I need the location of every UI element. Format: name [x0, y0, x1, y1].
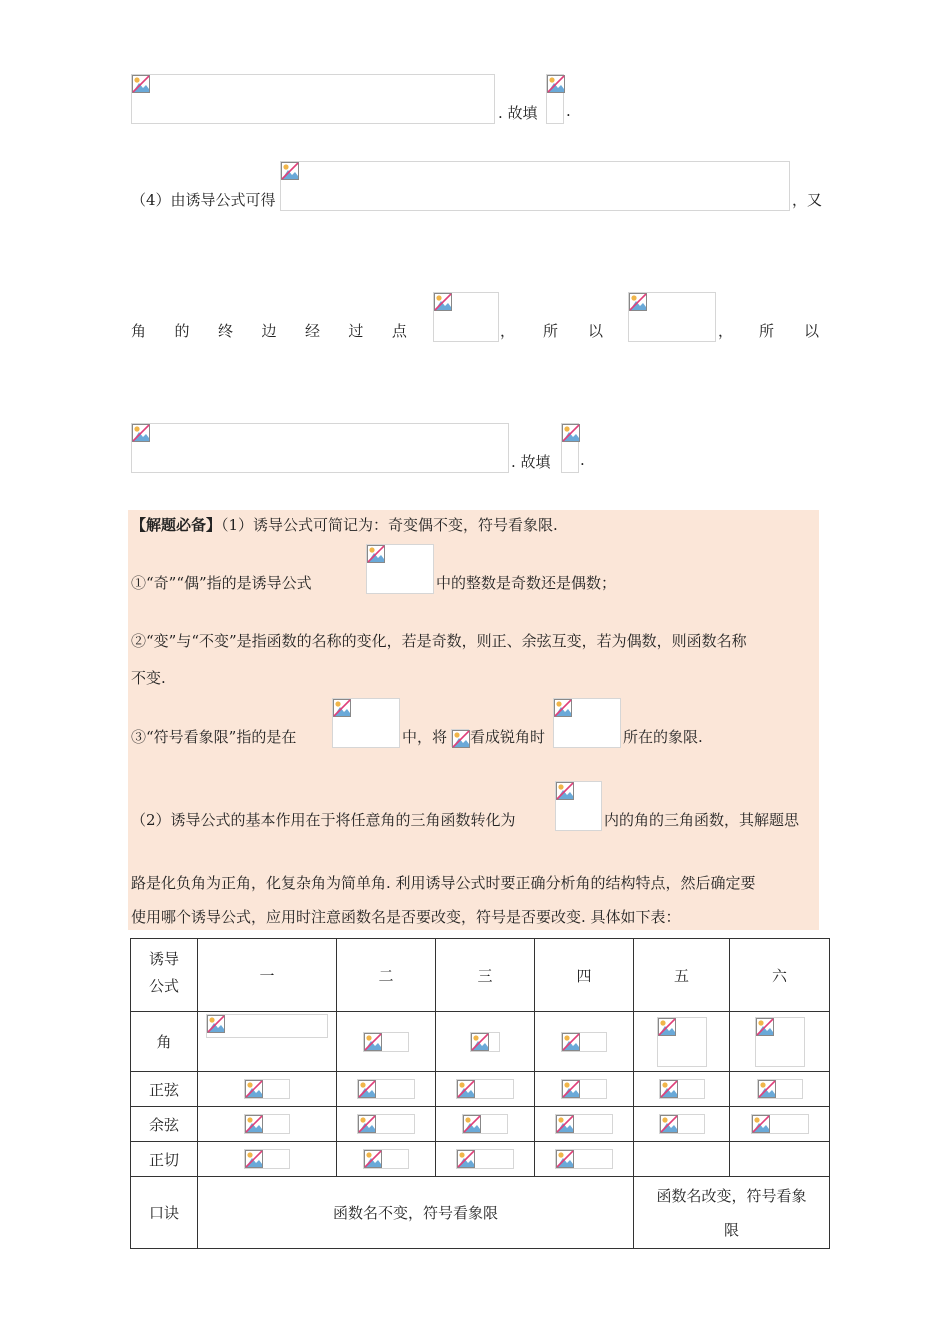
word: 经	[304, 322, 320, 340]
cell	[535, 1012, 634, 1072]
formula-image	[357, 1079, 415, 1099]
header-cell: 五	[634, 939, 730, 1012]
broken-image-icon	[562, 1033, 580, 1051]
alpha-image	[451, 729, 469, 747]
formula-image	[456, 1079, 514, 1099]
broken-image-icon	[658, 1018, 676, 1036]
mnemonic-cell: 函数名不变，符号看象限	[198, 1177, 634, 1249]
broken-image-icon	[756, 1018, 774, 1036]
word: 的	[174, 322, 190, 340]
broken-image-icon	[562, 424, 580, 442]
tip4-text-line2: 路是化负角为正角，化复杂角为简单角. 利用诱导公式时要正确分析角的结构特点，然后确定要	[131, 874, 756, 892]
cell	[436, 1142, 535, 1177]
table-row	[131, 1177, 830, 1249]
comma: ，	[500, 322, 516, 340]
cell	[634, 1012, 730, 1072]
formula-image	[456, 1149, 514, 1169]
cell	[730, 1012, 830, 1072]
cell	[337, 1142, 436, 1177]
cell	[634, 1142, 730, 1177]
so-words	[543, 320, 603, 341]
broken-image-icon	[758, 1080, 776, 1098]
broken-image-icon	[556, 1150, 574, 1168]
broken-image-icon	[463, 1115, 481, 1133]
cell	[634, 1072, 730, 1107]
formula-image	[363, 1149, 409, 1169]
formula-image	[131, 74, 495, 124]
tips-heading-bracket: 【解题必备】	[131, 516, 222, 534]
broken-image-icon	[358, 1115, 376, 1133]
broken-image-icon	[245, 1115, 263, 1133]
formula-image	[470, 1032, 500, 1052]
word: 以	[587, 322, 603, 340]
table-row	[131, 1072, 830, 1107]
table-row	[131, 1107, 830, 1142]
broken-image-icon	[457, 1080, 475, 1098]
formula-image	[555, 1149, 613, 1169]
part4-prefix: （4）由诱导公式可得	[131, 191, 276, 209]
cell	[337, 1012, 436, 1072]
cell	[535, 1072, 634, 1107]
cell	[436, 1012, 535, 1072]
row-label: 正切	[131, 1142, 198, 1177]
tip4-text-line3: 使用哪个诱导公式，应用时注意函数名是否要改变，符号是否要改变. 具体如下表：	[131, 908, 681, 926]
cell	[198, 1107, 337, 1142]
tip4-text: （2）诱导公式的基本作用在于将任意角的三角函数转化为	[131, 811, 516, 829]
word: 点	[391, 322, 407, 340]
header-cell: 四	[535, 939, 634, 1012]
cell	[198, 1012, 337, 1072]
tip1-text: ①“奇”“偶”指的是诱导公式	[131, 574, 312, 592]
row-label: 余弦	[131, 1107, 198, 1142]
broken-image-icon	[556, 1115, 574, 1133]
broken-image-icon	[434, 293, 452, 311]
tip2-text: ②“变”与“不变”是指函数的名称的变化，若是奇数，则正、余弦互变，若为偶数，则函数名称	[131, 632, 747, 650]
header-text: 诱导	[148, 949, 179, 968]
formula-image	[757, 1079, 803, 1099]
formula-image	[659, 1079, 705, 1099]
tips-heading-text: （1）诱导公式可简记为：奇变偶不变，符号看象限.	[221, 516, 558, 534]
cell	[730, 1142, 830, 1177]
line1-end: .	[566, 102, 571, 120]
tip3-text-mid: 中，将	[402, 728, 448, 746]
broken-image-icon	[547, 75, 565, 93]
formula-image	[131, 423, 509, 473]
broken-image-icon	[207, 1015, 225, 1033]
broken-image-icon	[556, 782, 574, 800]
formula-image	[657, 1017, 707, 1067]
broken-image-icon	[554, 699, 572, 717]
broken-image-icon	[333, 699, 351, 717]
broken-image-icon	[281, 162, 299, 180]
answer-image	[561, 423, 579, 473]
table-row	[131, 1012, 830, 1072]
tip3-text: ③“符号看象限”指的是在	[131, 728, 297, 746]
word: 边	[261, 322, 277, 340]
broken-image-icon	[245, 1080, 263, 1098]
formula-image	[366, 544, 434, 594]
cell	[436, 1107, 535, 1142]
tip4-text-end: 内的角的三角函数，其解题思	[604, 811, 800, 829]
cell	[535, 1142, 634, 1177]
part4-suffix: ，又	[792, 191, 823, 209]
formula-image	[555, 1114, 613, 1134]
formula-image	[755, 1017, 805, 1067]
word: 所	[759, 322, 775, 340]
broken-image-icon	[562, 1080, 580, 1098]
induction-formula-table	[130, 938, 830, 1249]
cell	[198, 1142, 337, 1177]
header-cell: 三	[436, 939, 535, 1012]
header-cell: 六	[730, 939, 830, 1012]
interval-image	[555, 781, 602, 831]
word: 过	[348, 322, 364, 340]
header-cell: 一	[198, 939, 337, 1012]
mnemonic-text: 函数名改变，符号看象	[656, 1186, 807, 1205]
word: 以	[803, 322, 819, 340]
broken-image-icon	[660, 1080, 678, 1098]
point-image	[433, 292, 499, 342]
tip3-text-end: 所在的象限.	[623, 728, 703, 746]
row-label: 角	[131, 1012, 198, 1072]
mnemonic-text: 限	[723, 1220, 739, 1239]
cell	[198, 1072, 337, 1107]
table-header-row	[131, 939, 830, 1012]
cell	[730, 1072, 830, 1107]
tip1-text-end: 中的整数是奇数还是偶数；	[436, 574, 617, 592]
broken-image-icon	[457, 1150, 475, 1168]
formula-image	[659, 1114, 705, 1134]
cell	[730, 1107, 830, 1142]
tip3-text-mid2: 看成锐角时	[470, 728, 546, 746]
formula-image	[280, 161, 790, 211]
header-cell: 二	[337, 939, 436, 1012]
broken-image-icon	[132, 75, 150, 93]
broken-image-icon	[358, 1080, 376, 1098]
header-cell	[131, 939, 198, 1012]
cell	[436, 1072, 535, 1107]
last-end: .	[580, 451, 585, 469]
formula-image	[244, 1149, 290, 1169]
word: 所	[543, 322, 559, 340]
formula-image	[244, 1114, 290, 1134]
tips-heading	[131, 514, 558, 535]
broken-image-icon	[367, 545, 385, 563]
line1-suffix: . 故填	[498, 104, 538, 122]
broken-image-icon	[245, 1150, 263, 1168]
formula-image	[628, 292, 716, 342]
cell	[535, 1107, 634, 1142]
broken-image-icon	[364, 1033, 382, 1051]
word: 终	[217, 322, 233, 340]
formula-image	[363, 1032, 409, 1052]
angle-line-words	[131, 320, 407, 341]
formula-image	[357, 1114, 415, 1134]
cell	[634, 1107, 730, 1142]
mnemonic-cell	[634, 1177, 830, 1249]
formula-image	[751, 1114, 809, 1134]
broken-image-icon	[364, 1150, 382, 1168]
formula-image	[206, 1014, 328, 1038]
formula-image	[244, 1079, 290, 1099]
formula-image	[332, 698, 400, 748]
broken-image-icon	[660, 1115, 678, 1133]
broken-image-icon	[629, 293, 647, 311]
row-label: 口诀	[131, 1177, 198, 1249]
cell	[337, 1072, 436, 1107]
formula-image	[561, 1032, 607, 1052]
answer-image	[546, 74, 564, 124]
broken-image-icon	[752, 1115, 770, 1133]
formula-image	[561, 1079, 607, 1099]
tip2-text-end: 不变.	[131, 669, 166, 687]
cell	[337, 1107, 436, 1142]
comma: ，	[718, 322, 734, 340]
row-label: 正弦	[131, 1072, 198, 1107]
word: 角	[131, 322, 147, 340]
header-text: 公式	[148, 976, 179, 995]
so-words	[759, 320, 819, 341]
broken-image-icon	[452, 730, 470, 748]
last-suffix: . 故填	[511, 453, 551, 471]
broken-image-icon	[471, 1033, 489, 1051]
formula-image	[553, 698, 621, 748]
broken-image-icon	[132, 424, 150, 442]
formula-image	[462, 1114, 508, 1134]
table-row	[131, 1142, 830, 1177]
